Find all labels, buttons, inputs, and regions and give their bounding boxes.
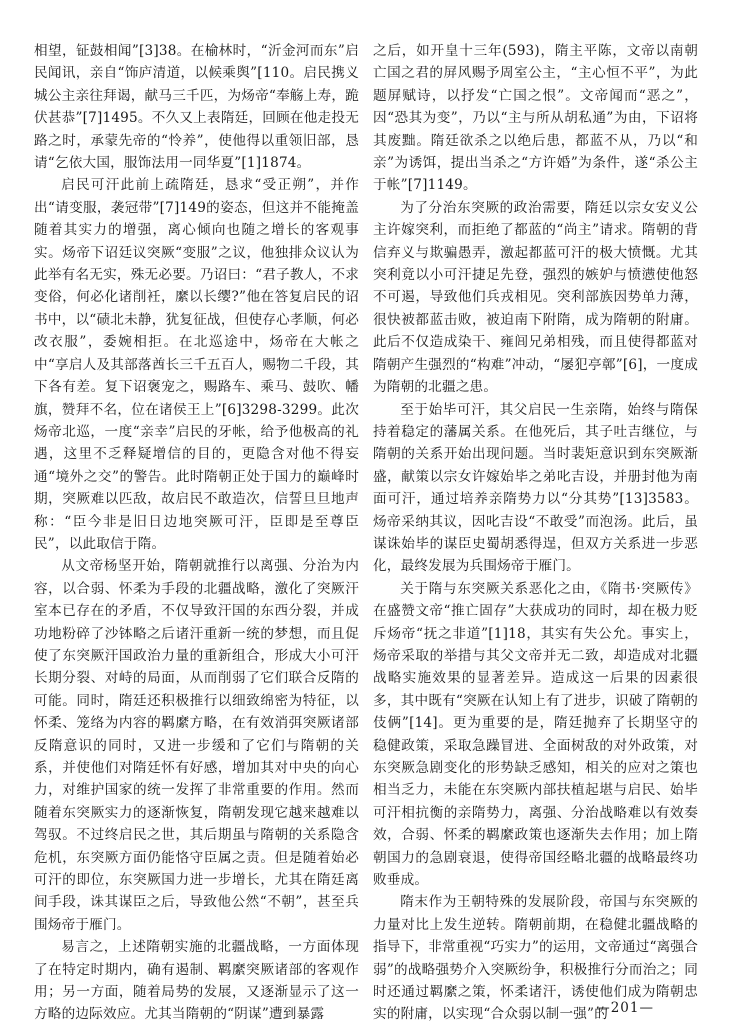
right-column xyxy=(373,40,698,1026)
paragraph: 之后，如开皇十三年(593)，隋主平陈，文帝以南朝亡国之君的屏风赐予周室公主，“主心恒不平”，为此题屏赋诗，以抒发“亡国之恨”。文帝闻而“恶之”，因“恐其为变”，乃以“主与所从胡私通”为由，下诏将其废黜。隋廷欲杀之以绝后患，都蓝不从，乃以“和亲”为诱饵，提出当杀之“方许婚”为条件，遂“杀公主于帐”[7]1149。 xyxy=(373,43,698,194)
paragraph: 至于始毕可汗，其父启民一生亲隋，始终与隋保持着稳定的藩属关系。在他死后，其子吐吉继位，与隋朝的关系开始出现问题。当时裴矩意识到东突厥渐盛，献策以宗女许嫁始毕之弟叱吉设，并册封他为南面可汗，通过培养亲隋势力以“分其势”[13]3583。炀帝采纳其议，因叱吉设“不敢受”而泡汤。此后，虽谋诛始毕的谋臣史蜀胡悉得逞，但双方关系进一步恶化，最终发展为兵围炀帝于雁门。 xyxy=(373,401,698,575)
paragraph: 隋末作为王朝特殊的发展阶段，帝国与东突厥的力量对比上发生逆转。隋朝前期，在稳健北疆战略的指导下，非常重视“巧实力”的运用，文帝通过“离强合弱”的战略强势介入突厥纷争，积极推行分而治之；同时还通过羁縻之策，怀柔诸汗，诱使他们成为隋朝忠实的附庸，以实现“合众弱以制一强”的 xyxy=(373,894,698,1023)
paragraph: 为了分治东突厥的政治需要，隋廷以宗女安义公主许嫁突利，而拒绝了都蓝的“尚主”请求。隋朝的背信弃义与欺骗愚弄，激起都蓝可汗的极大愤慨。尤其突利竟以小可汗捷足先登，强烈的嫉妒与愤懑使他怒不可遏，导致他们兵戎相见。突利部族因势单力薄，很快被都蓝击败，被迫南下附隋，成为隋朝的附庸。此后不仅造成染干、雍闾兄弟相残，而且使得都蓝对隋朝产生强烈的“构难”冲动，“屡犯亭鄣”[6]，一度成为隋朝的北疆之患。 xyxy=(373,199,698,396)
paragraph: 相望，钲鼓相闻”[3]38。在榆林时，“沂金河而东”启民闻讯，亲自“饰庐清道，以候乘舆”[110。启民携义城公主亲往拜谒，献马三千匹，为炀帝“奉觞上寿，跪伏甚恭”[7]1495。不久又上表隋廷，回顾在他走投无路之时，承蒙先帝的“怜养”，使他得以重领旧部，恳请“乞依大国，服饰法用一同华夏”[1]1874。 xyxy=(34,43,359,172)
paragraph: 启民可汗此前上疏隋廷，恳求“受正朔”，并作出“请变服，袭冠带”[7]149的姿态，但这并不能掩盖随着其实力的增强，离心倾向也随之增长的客观事实。炀帝下诏廷议突厥“变服”之议，他独排众议认为此举有名无实，殊无必要。乃诏曰：“君子教人，不求变俗，何必化诸削衽，縻以长缨?”他在答复启民的诏书中，以“碛北未静，犹复征战，但使存心孝顺，何必改衣服”，委婉相拒。在北巡途中，炀帝在大帐之中“享启人及其部落酋长三千五百人，赐物二千段，其下各有差。复下诏褒宠之，赐路车、乘马、鼓吹、幡旗，赞拜不名，位在诸侯王上”[6]3298-3299。此次炀帝北巡，一度“亲幸”启民的牙帐，给予他极高的礼遇，这里不乏释疑增信的目的，更隐含对他不得妄通“境外之交”的警告。此时隋朝正处于国力的巅峰时期，突厥难以匹敌，故启民不敢造次，信誓旦旦地声称：“臣今非是旧日边地突厥可汗，臣即是至尊臣民”，以此取信于隋。 xyxy=(34,177,359,552)
paragraph: 易言之，上述隋朝实施的北疆战略，一方面体现了在特定时期内，确有遏制、羁縻突厥诸部的客观作用；另一方面，随着局势的发展，又逐渐显示了这一方略的边际效应。尤其当隋朝的“阴谋”遭到暴露 xyxy=(34,939,359,1023)
paragraph: 关于隋与东突厥关系恶化之由，《隋书·突厥传》在盛赞文帝“推亡固存”大获成功的同时，却在极力贬斥炀帝“抚之非道”[1]18，其实有失公允。事实上，炀帝采取的举措与其父文帝并无二致，却造成对北疆战略实施效果的显著差异。造成这一后果的因素很多，其中既有“突厥在认知上有了进步，识破了隋朝的伎俩”[14]。更为重要的是，隋廷抛弃了长期坚守的稳健政策，采取急躁冒进、全面树敌的对外政策，对东突厥急剧变化的形势缺乏感知，相关的应对之策也相当乏力，未能在东突厥内部扶植起堪与启民、始毕可汗相抗衡的亲隋势力，离强、分治战略难以有效奏效，合弱、怀柔的羁縻政策也逐渐失去作用；加上隋朝国力的急剧衰退，使得帝国经略北疆的战略最终功败垂成。 xyxy=(373,580,698,889)
paragraph: 从文帝杨坚开始，隋朝就推行以离强、分治为内容，以合弱、怀柔为手段的北疆战略，激化了突厥汗室本已存在的矛盾，不仅导致汗国的东西分裂，并成功地粉碎了沙钵略之后诸汗重新一统的梦想，而且促使了东突厥汗国政治力量的重新组合，形成大小可汗长期分裂、对峙的局面，从而削弱了它们联合反隋的可能。同时，隋廷还积极推行以细致绵密为特征，以怀柔、笼络为内容的羁縻方略，在有效消弭突厥诸部反隋意识的同时，又进一步缓和了它们与隋朝的关系，并使他们对隋廷怀有好感，增加其对中央的向心力，对维护国家的统一发挥了非常重要的作用。然而随着东突厥实力的逐渐恢复，隋朝发现它越来越难以驾驭。不过终启民之世，其后期虽与隋朝的关系隐含危机，东突厥方面仍能恪守臣属之责。但是随着始必可汗的即位，东突厥国力进一步增长，尤其在隋廷离间手段，诛其谋臣之后，导致他公然“不朝”，甚至兵围炀帝于雁门。 xyxy=(34,558,359,933)
left-column xyxy=(34,40,359,1026)
page-number: —201— xyxy=(596,1000,654,1016)
